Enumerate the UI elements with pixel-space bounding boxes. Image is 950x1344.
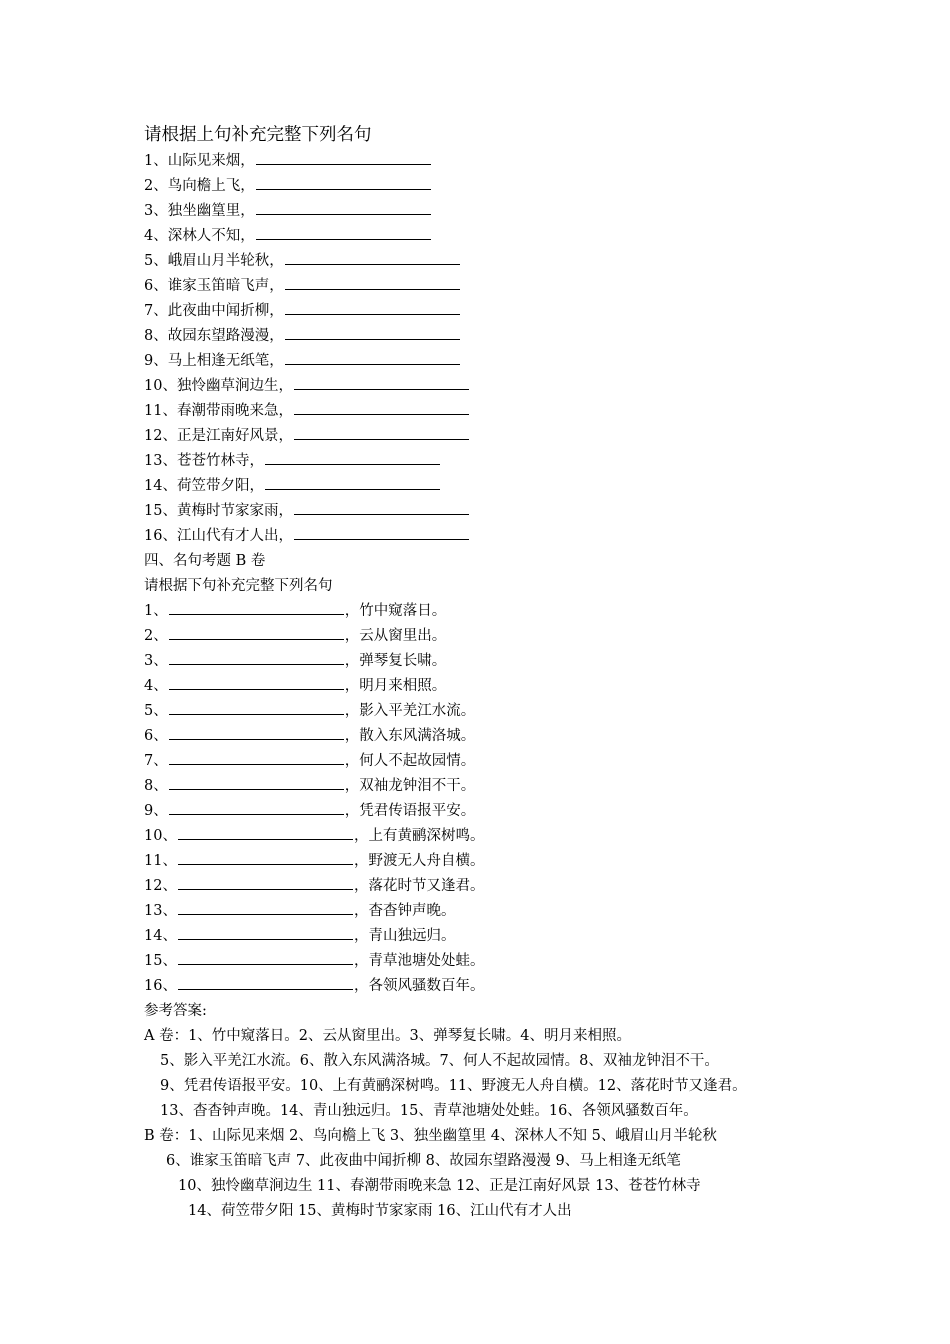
question-number: 12、 [144, 878, 177, 894]
question-text: ，青草池塘处处蛙。 [353, 953, 485, 969]
question-number: 7、 [144, 753, 168, 769]
question-text: 黄梅时节家家雨， [176, 503, 293, 519]
answer-a-line: A 卷：1、竹中窥落日。2、云从窗里出。3、弹琴复长啸。4、明月来相照。 [144, 1028, 631, 1044]
question-item [144, 174, 844, 199]
question-number: 11、 [144, 853, 177, 869]
question-text: 江山代有才人出， [176, 528, 293, 544]
answer-blank [294, 524, 469, 540]
question-item [144, 649, 844, 674]
answer-blank [294, 399, 469, 415]
question-number: 10、 [144, 378, 177, 394]
question-number: 6、 [144, 728, 168, 744]
question-text: ，凭君传语报平安。 [344, 803, 476, 819]
section-b-title: 请根据下句补充完整下列名句 [144, 578, 333, 594]
answer-blank [256, 149, 431, 165]
question-number: 5、 [144, 703, 168, 719]
question-text: ，竹中窥落日。 [344, 603, 447, 619]
question-text: 荷笠带夕阳， [176, 478, 264, 494]
question-number: 3、 [144, 653, 168, 669]
question-number: 9、 [144, 353, 168, 369]
section-b-list [144, 599, 844, 999]
answer-blank [285, 349, 460, 365]
answer-blank [285, 274, 460, 290]
question-item [144, 724, 844, 749]
answer-blank [294, 424, 469, 440]
question-text: 独怜幽草涧边生， [176, 378, 293, 394]
question-text: 谁家玉笛暗飞声， [167, 278, 284, 294]
question-text: 峨眉山月半轮秋， [167, 253, 284, 269]
question-number: 2、 [144, 178, 168, 194]
question-item [144, 949, 844, 974]
answer-blank [265, 449, 440, 465]
question-number: 4、 [144, 228, 168, 244]
answer-blank [178, 974, 353, 990]
answer-b-line: 14、荷笠带夕阳 15、黄梅时节家家雨 16、江山代有才人出 [188, 1203, 572, 1219]
question-number: 12、 [144, 428, 177, 444]
answer-blank [169, 699, 344, 715]
question-number: 14、 [144, 928, 177, 944]
question-number: 16、 [144, 978, 177, 994]
question-text: 此夜曲中闻折柳， [167, 303, 284, 319]
answer-blank [285, 249, 460, 265]
answer-blank [178, 874, 353, 890]
question-text: ，各领风骚数百年。 [353, 978, 485, 994]
answer-blank [265, 474, 440, 490]
question-text: 正是江南好风景， [176, 428, 293, 444]
answer-blank [285, 299, 460, 315]
question-item [144, 924, 844, 949]
question-text: ，双袖龙钟泪不干。 [344, 778, 476, 794]
question-item [144, 799, 844, 824]
question-number: 1、 [144, 153, 168, 169]
question-item [144, 499, 844, 524]
question-item [144, 749, 844, 774]
question-number: 9、 [144, 803, 168, 819]
question-number: 15、 [144, 503, 177, 519]
question-item [144, 699, 844, 724]
answer-a-line: 9、凭君传语报平安。10、上有黄鹂深树鸣。11、野渡无人舟自横。12、落花时节又逢君。 [160, 1078, 747, 1094]
answer-blank [294, 499, 469, 515]
question-text: 鸟向檐上飞， [167, 178, 255, 194]
answer-blank [178, 849, 353, 865]
question-number: 4、 [144, 678, 168, 694]
question-text: ，上有黄鹂深树鸣。 [353, 828, 485, 844]
answer-blank [169, 624, 344, 640]
answer-blank [169, 649, 344, 665]
question-item [144, 674, 844, 699]
question-text: 春潮带雨晚来急， [176, 403, 293, 419]
answer-blank [178, 824, 353, 840]
question-item [144, 524, 844, 549]
question-number: 11、 [144, 403, 177, 419]
question-item [144, 474, 844, 499]
answer-b-line: 6、谁家玉笛暗飞声 7、此夜曲中闻折柳 8、故园东望路漫漫 9、马上相逢无纸笔 [166, 1153, 681, 1169]
answer-blank [256, 199, 431, 215]
question-item [144, 324, 844, 349]
question-number: 5、 [144, 253, 168, 269]
question-item [144, 599, 844, 624]
answer-a-line: 5、影入平羌江水流。6、散入东风满洛城。7、何人不起故园情。8、双袖龙钟泪不干。 [160, 1053, 719, 1069]
question-item [144, 399, 844, 424]
question-number: 13、 [144, 903, 177, 919]
answer-a-line: 13、杳杳钟声晚。14、青山独远归。15、青草池塘处处蛙。16、各领风骚数百年。 [160, 1103, 698, 1119]
answer-blank [285, 324, 460, 340]
answer-blank [178, 949, 353, 965]
question-number: 2、 [144, 628, 168, 644]
question-item [144, 449, 844, 474]
question-item [144, 199, 844, 224]
question-number: 14、 [144, 478, 177, 494]
question-text: 深林人不知， [167, 228, 255, 244]
question-text: ，青山独远归。 [353, 928, 456, 944]
question-item [144, 224, 844, 249]
answer-blank [169, 674, 344, 690]
question-number: 8、 [144, 778, 168, 794]
question-item [144, 899, 844, 924]
answer-blank [169, 749, 344, 765]
question-text: 苍苍竹林寺， [176, 453, 264, 469]
question-number: 3、 [144, 203, 168, 219]
question-item [144, 374, 844, 399]
document-content [144, 122, 844, 1224]
question-text: 独坐幽篁里， [167, 203, 255, 219]
section-a-title: 请根据上句补充完整下列名句 [144, 125, 372, 145]
question-item [144, 424, 844, 449]
answer-blank [169, 799, 344, 815]
question-number: 6、 [144, 278, 168, 294]
answer-blank [256, 174, 431, 190]
question-text: ，明月来相照。 [344, 678, 447, 694]
question-text: 马上相逢无纸笔， [167, 353, 284, 369]
question-number: 10、 [144, 828, 177, 844]
answer-blank [169, 724, 344, 740]
question-item [144, 824, 844, 849]
question-number: 16、 [144, 528, 177, 544]
answer-b-line: B 卷：1、山际见来烟 2、鸟向檐上飞 3、独坐幽篁里 4、深林人不知 5、峨眉山月半轮秋 [144, 1128, 717, 1144]
question-text: 山际见来烟， [167, 153, 255, 169]
answers-heading: 参考答案: [144, 1003, 207, 1019]
question-text: ，散入东风满洛城。 [344, 728, 476, 744]
question-item [144, 274, 844, 299]
answer-blank [294, 374, 469, 390]
question-item [144, 874, 844, 899]
question-item [144, 774, 844, 799]
answer-blank [169, 774, 344, 790]
question-item [144, 299, 844, 324]
answer-blank [256, 224, 431, 240]
answer-blank [178, 899, 353, 915]
question-number: 8、 [144, 328, 168, 344]
answer-b-line: 10、独怜幽草涧边生 11、春潮带雨晚来急 12、正是江南好风景 13、苍苍竹林寺 [178, 1178, 701, 1194]
question-number: 13、 [144, 453, 177, 469]
question-item [144, 624, 844, 649]
question-number: 15、 [144, 953, 177, 969]
section-a-list [144, 149, 844, 549]
question-text: ，何人不起故园情。 [344, 753, 476, 769]
question-number: 1、 [144, 603, 168, 619]
question-text: ，弹琴复长啸。 [344, 653, 447, 669]
question-text: 故园东望路漫漫， [167, 328, 284, 344]
answer-blank [169, 599, 344, 615]
question-item [144, 149, 844, 174]
question-text: ，云从窗里出。 [344, 628, 447, 644]
question-item [144, 249, 844, 274]
question-item [144, 974, 844, 999]
answer-blank [178, 924, 353, 940]
question-number: 7、 [144, 303, 168, 319]
question-text: ，野渡无人舟自横。 [353, 853, 485, 869]
question-item [144, 349, 844, 374]
question-text: ，影入平羌江水流。 [344, 703, 476, 719]
question-text: ，落花时节又逢君。 [353, 878, 485, 894]
section-b-heading: 四、名句考题 B 卷 [144, 553, 266, 569]
question-item [144, 849, 844, 874]
question-text: ，杳杳钟声晚。 [353, 903, 456, 919]
